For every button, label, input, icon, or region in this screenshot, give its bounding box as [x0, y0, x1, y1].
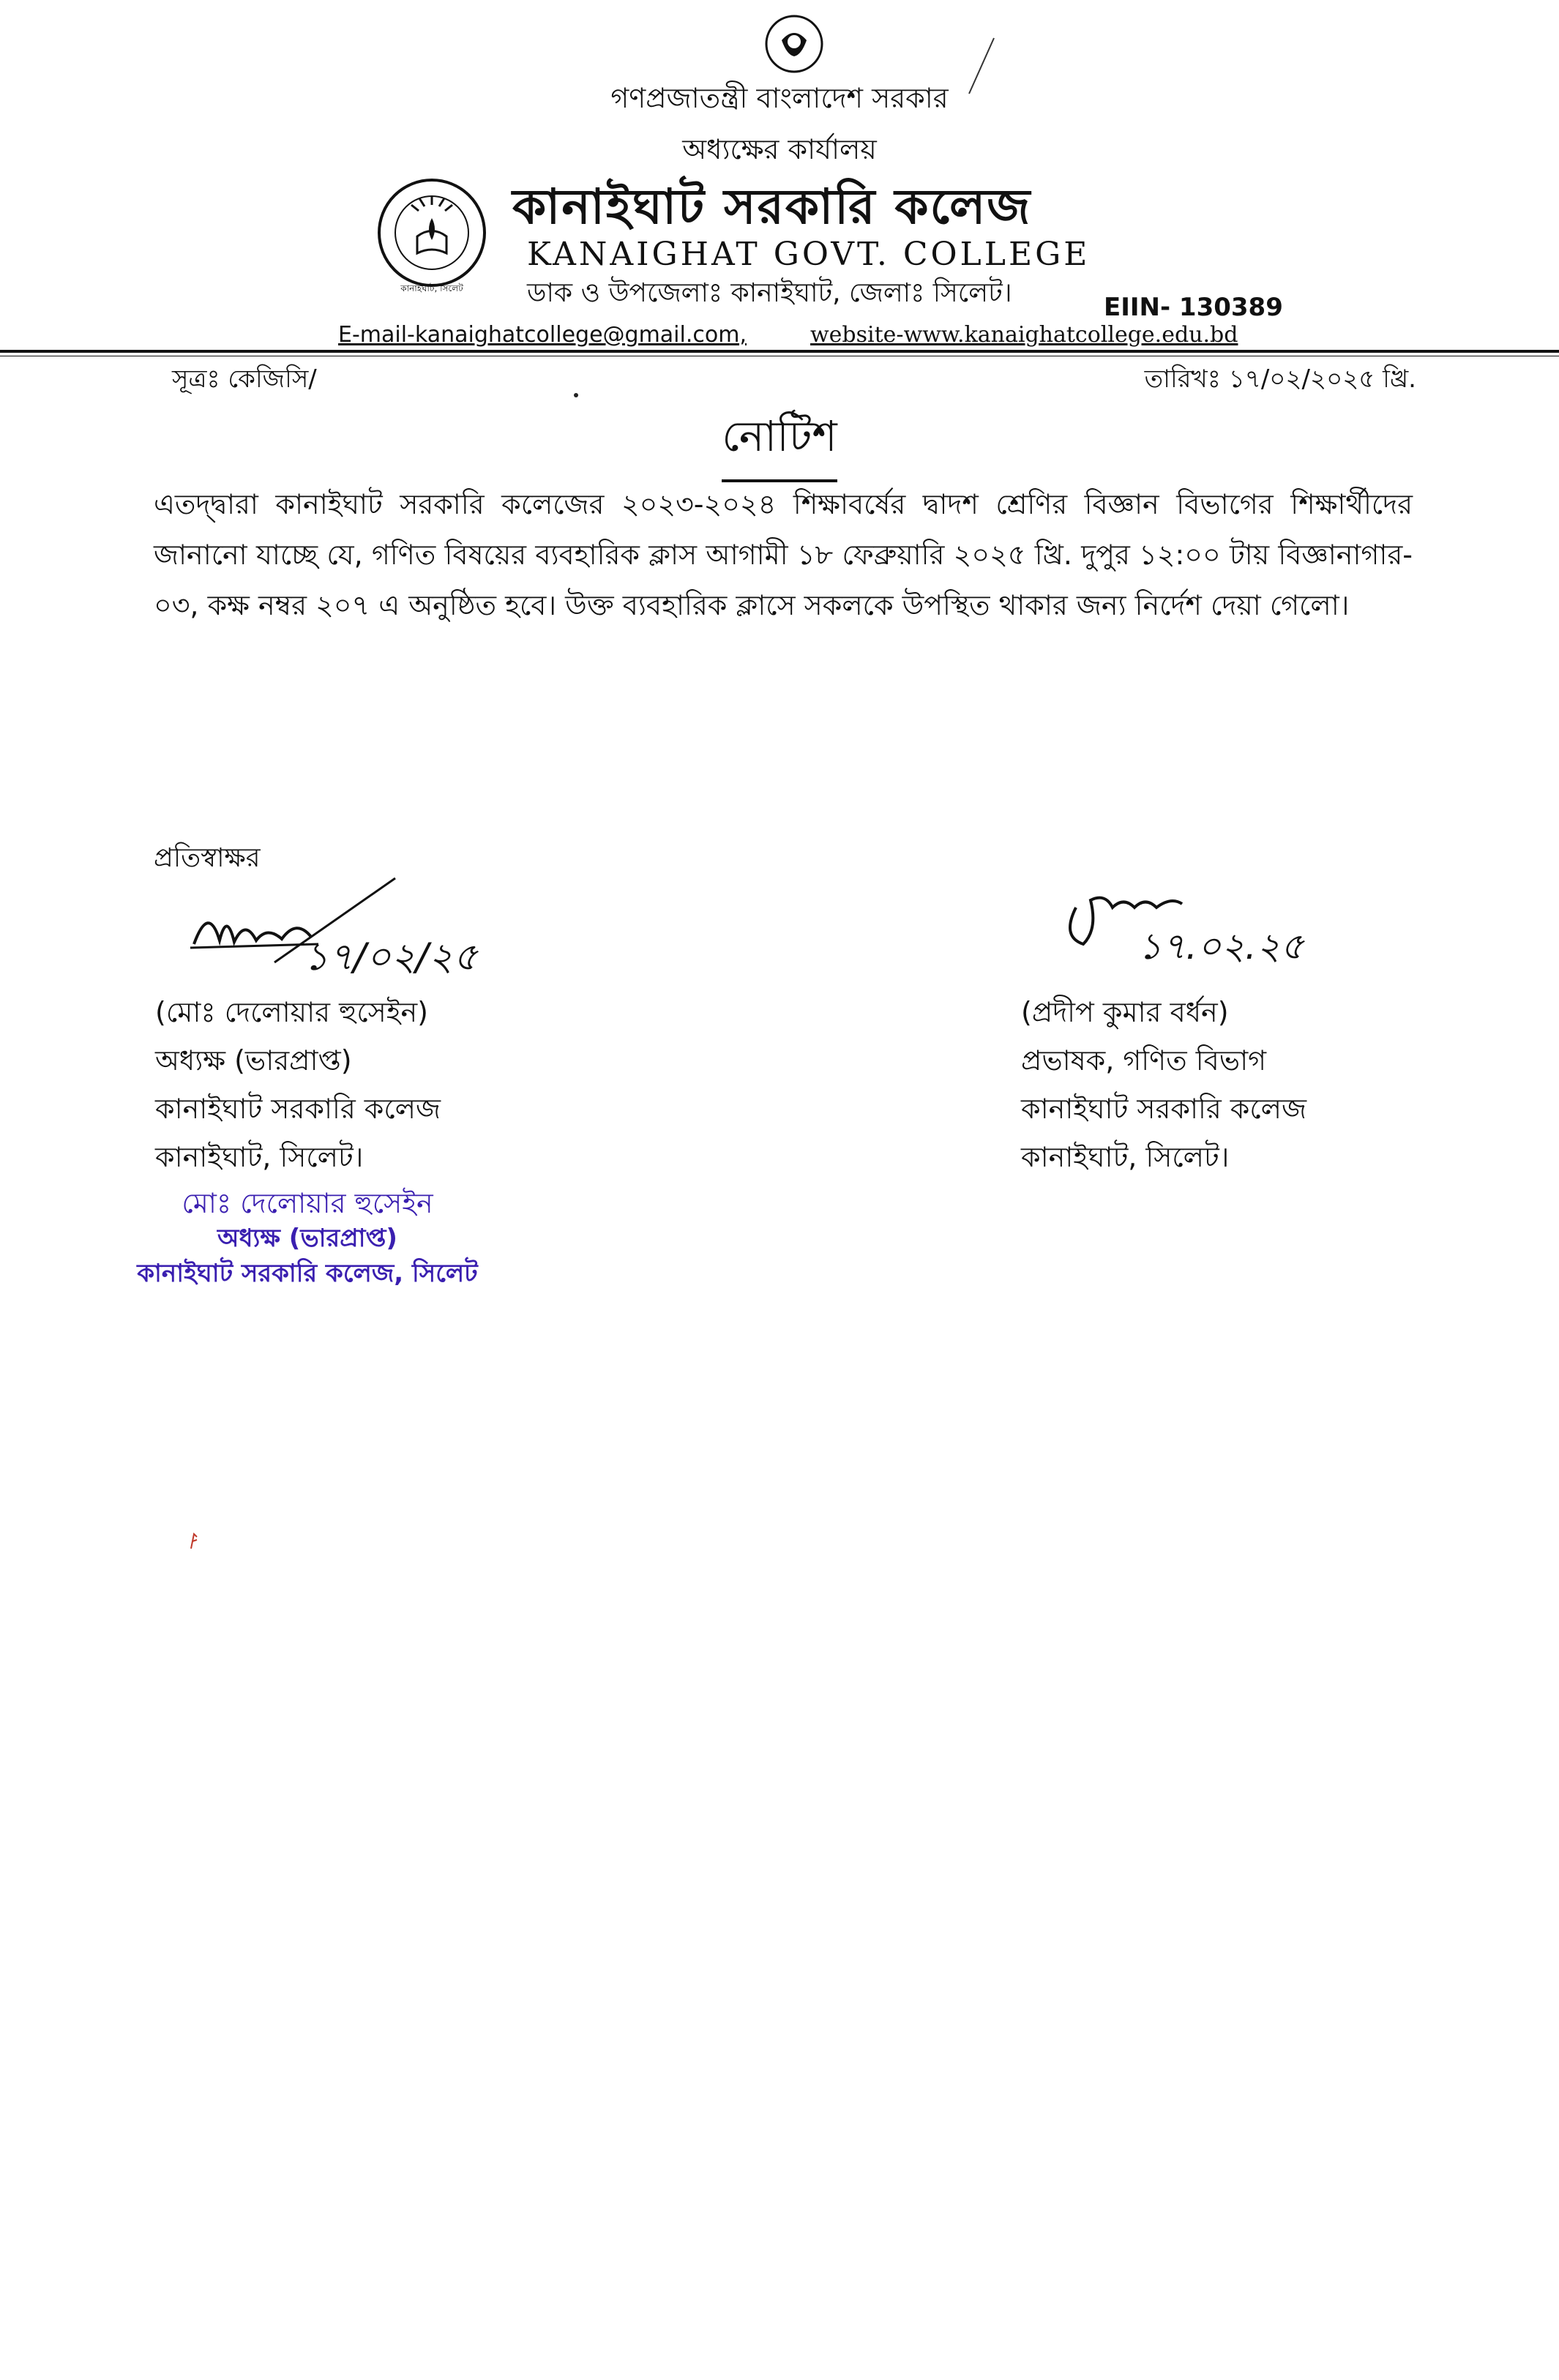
principal-org: কানাইঘাট সরকারি কলেজ: [155, 1093, 441, 1125]
office-heading: অধ্যক্ষের কার্যালয়: [682, 133, 877, 165]
reference-number: সূত্রঃ কেজিসি/: [172, 364, 317, 394]
college-name-bengali: কানাইঘাট সরকারি কলেজ: [512, 179, 1032, 235]
stamp-name: মোঃ দেলোয়ার হুসেইন: [182, 1187, 433, 1219]
header-divider: [0, 350, 1559, 353]
government-heading: গণপ্রজাতন্ত্রী বাংলাদেশ সরকার: [610, 82, 949, 114]
principal-title: অধ্যক্ষ (ভারপ্রাপ্ত): [155, 1044, 352, 1077]
official-stamp: [110, 1186, 505, 1291]
lecturer-signature: [1054, 878, 1361, 973]
college-name-english: KANAIGHAT GOVT. COLLEGE: [527, 236, 1091, 273]
lecturer-signature-block: [1021, 988, 1306, 1181]
principal-signature-block: [155, 988, 441, 1181]
email-link[interactable]: E-mail-kanaighatcollege@gmail.com,: [338, 322, 747, 348]
lecturer-place: কানাইঘাট, সিলেট।: [1021, 1141, 1230, 1173]
contact-line: [338, 322, 1253, 348]
ink-speck: [571, 392, 581, 399]
lecturer-org: কানাইঘাট সরকারি কলেজ: [1021, 1093, 1306, 1125]
website-link[interactable]: website-www.kanaighatcollege.edu.bd: [810, 322, 1238, 348]
stamp-title: অধ্যক্ষ (ভারপ্রাপ্ত): [217, 1224, 397, 1253]
principal-name: (মোঃ দেলোয়ার হুসেইন): [155, 996, 428, 1028]
stamp-org: কানাইঘাট সরকারি কলেজ, সিলেট: [137, 1259, 478, 1288]
eiin-number: EIIN- 130389: [1104, 293, 1283, 322]
logo-ring-text: কানাইঘাট, সিলেট: [400, 283, 463, 293]
principal-signature-date: ১৭/০২/২৫: [304, 935, 478, 979]
lecturer-title: প্রভাষক, গণিত বিভাগ: [1021, 1044, 1266, 1077]
lecturer-signature-date: ১৭.০২.২৫: [1138, 925, 1304, 968]
countersign-label: প্রতিস্বাক্ষর: [154, 843, 261, 873]
college-address: ডাক ও উপজেলাঃ কানাইঘাট, জেলাঃ সিলেট।: [527, 278, 1012, 308]
college-logo-icon: [373, 167, 490, 306]
notice-date: তারিখঃ ১৭/০২/২০২৫ খ্রি.: [1144, 364, 1416, 394]
notice-title: নোটিশ: [0, 404, 1559, 482]
lecturer-name: (প্রদীপ কুমার বর্ধন): [1021, 996, 1229, 1028]
government-seal-icon: [761, 11, 827, 77]
ink-mark: [187, 1530, 201, 1552]
notice-body: এতদ্দ্বারা কানাইঘাট সরকারি কলেজের ২০২৩-২০২৪ শিক্ষাবর্ষের দ্বাদশ শ্রেণির বিজ্ঞান বিভাগের শিক্ষার্থীদের জানানো যাচ্ছে যে, গণিত বিষয়ের ব্যবহারিক ক্লাস আগামী ১৮ ফেব্রুয়ারি ২০২৫ খ্রি. দুপুর ১২:০০ টায় বিজ্ঞানাগার- ০৩, কক্ষ নম্বর ২০৭ এ অনুষ্ঠিত হবে। উক্ত ব্যবহারিক ক্লাসে সকলকে উপস্থিত থাকার জন্য নির্দেশ দেয়া গেলো।: [154, 488, 1413, 621]
principal-place: কানাইঘাট, সিলেট।: [155, 1141, 364, 1173]
principal-signature: [187, 875, 479, 984]
